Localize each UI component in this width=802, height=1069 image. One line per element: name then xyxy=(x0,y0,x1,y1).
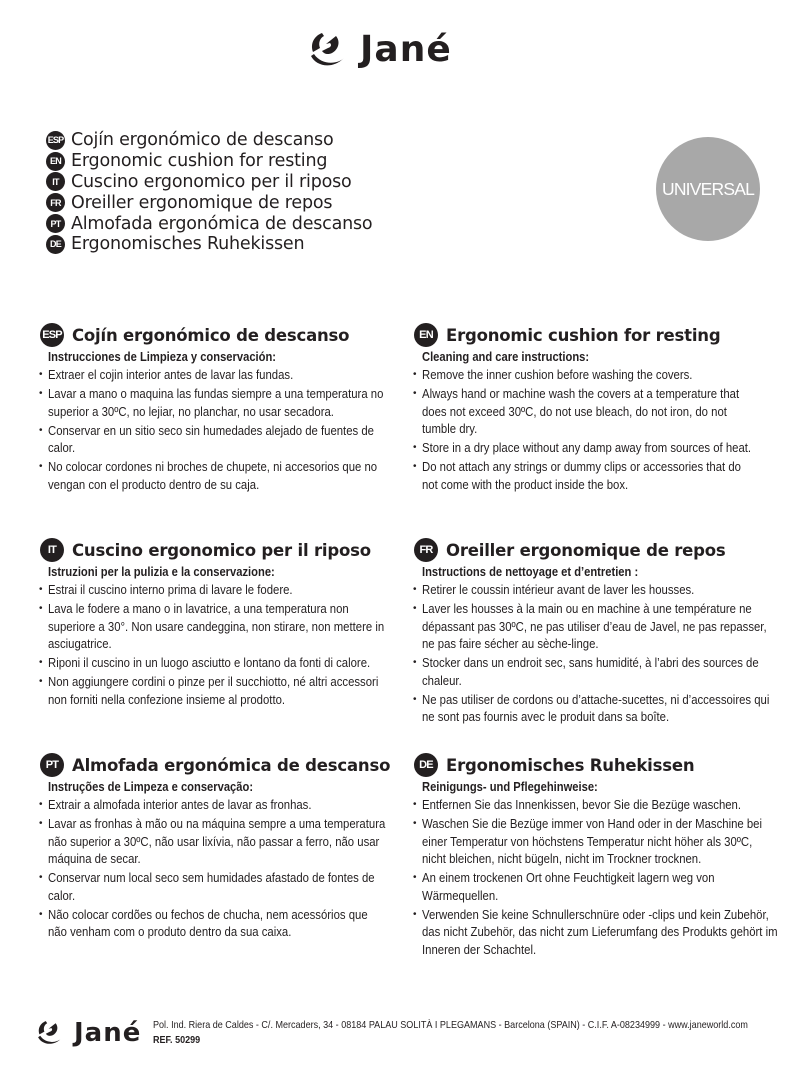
bullet-list xyxy=(414,581,779,726)
footer-ref: REF. 50299 xyxy=(153,1034,201,1046)
brand-logo xyxy=(308,28,494,72)
list-item: • Lava le fodere a mano o in lavatrice, a una temperatura non superiore a 30°. Non usare candeggina, non stirare, non mettere in asciugatrice. xyxy=(40,600,390,653)
lang-badge-de: DE xyxy=(414,753,438,777)
section-subtitle: Instrucciones de Limpieza y conservación: xyxy=(48,349,277,364)
footer-address: Pol. Ind. Riera de Caldes - C/. Mercaders, 34 - 08184 PALAU SOLITÀ I PLEGAMANS - Barcelona (SPAIN) - C.I.F. A-08234999 - www.janeworld.com xyxy=(153,1019,749,1031)
footer-text xyxy=(153,1018,748,1048)
section-it xyxy=(40,537,390,710)
lang-badge-fr: FR xyxy=(414,538,438,562)
section-esp xyxy=(40,322,400,495)
list-item: • Non aggiungere cordini o pinze per il succhiotto, né altri accessori non forniti nella confezione insieme al prodotto. xyxy=(40,673,390,708)
list-item: • Conservar num local seco sem humidades afastado de fontes de calor. xyxy=(40,869,390,904)
bullet-list xyxy=(414,796,779,958)
list-item: • Laver les housses à la main ou en machine à une température ne dépassant pas 30ºC, ne pas utiliser d’eau de Javel, ne pas repasser, ne pas faire sécher au sèche-linge. xyxy=(414,600,779,653)
section-heading: DE Ergonomisches Ruhekissen xyxy=(414,752,779,778)
section-heading: EN Ergonomic cushion for resting xyxy=(414,322,754,348)
section-heading: FR Oreiller ergonomique de repos xyxy=(414,537,779,563)
list-item: • Não colocar cordões ou fechos de chucha, nem acessórios que não venham com o produto dentro da sua caixa. xyxy=(40,906,390,941)
section-de xyxy=(414,752,779,960)
title-pt: PT Almofada ergonómica de descanso xyxy=(46,213,372,234)
list-item: • Always hand or machine wash the covers at a temperature that does not exceed 30ºC, do not use bleach, do not iron, do not tumble dry. xyxy=(414,385,754,438)
product-title-list xyxy=(46,130,372,255)
lang-badge-fr: FR xyxy=(46,193,65,212)
lang-badge-it: IT xyxy=(40,538,64,562)
title-esp: ESP Cojín ergonómico de descanso xyxy=(47,130,334,151)
section-fr xyxy=(414,537,779,727)
lang-badge-esp: ESP xyxy=(40,323,64,347)
lang-badge-pt: PT xyxy=(46,214,65,233)
brand-wordmark: Jané xyxy=(360,29,452,70)
list-item: • Conservar en un sitio seco sin humedades alejado de fuentes de calor. xyxy=(40,422,400,457)
section-heading: ESP Cojín ergonómico de descanso xyxy=(40,322,400,348)
section-subtitle: Cleaning and care instructions: xyxy=(422,349,590,364)
lang-badge-en: EN xyxy=(414,323,438,347)
section-subtitle: Reinigungs- und Pflegehinweise: xyxy=(422,779,598,794)
lang-badge-it: IT xyxy=(46,172,65,191)
list-item: • Store in a dry place without any damp away from sources of heat. xyxy=(414,439,754,457)
title-fr: FR Oreiller ergonomique de repos xyxy=(46,192,372,213)
list-item: • Lavar a mano o maquina las fundas siempre a una temperatura no superior a 30ºC, no lejiar, no planchar, no usar secadora. xyxy=(40,385,400,420)
list-item: • Extraer el cojin interior antes de lavar las fundas. xyxy=(40,366,400,384)
universal-badge: UNIVERSAL xyxy=(656,137,760,241)
bullet-list xyxy=(40,581,390,708)
section-heading: PT Almofada ergonómica de descanso xyxy=(40,752,390,778)
list-item: • Do not attach any strings or dummy clips or accessories that do not come with the product inside the box. xyxy=(414,458,754,493)
list-item: • Extrair a almofada interior antes de lavar as fronhas. xyxy=(40,796,390,814)
list-item: • Verwenden Sie keine Schnullerschnüre oder -clips und kein Zubehör, das nicht Zubehör, das nicht zum Lieferumfang des Produkts gehört im Inneren der Schachtel. xyxy=(414,906,779,959)
brand-wordmark: Jané xyxy=(74,1018,142,1048)
lang-badge-esp: ESP xyxy=(46,131,65,150)
list-item: • An einem trockenen Ort ohne Feuchtigkeit lagern weg von Wärmequellen. xyxy=(414,869,779,904)
list-item: • Remove the inner cushion before washing the covers. xyxy=(414,366,754,384)
title-de: DE Ergonomisches Ruhekissen xyxy=(46,234,372,255)
list-item: • Riponi il cuscino in un luogo asciutto e lontano da fonti di calore. xyxy=(40,654,390,672)
section-subtitle: Instructions de nettoyage et d’entretien : xyxy=(422,564,639,579)
section-heading: IT Cuscino ergonomico per il riposo xyxy=(40,537,390,563)
bullet-list xyxy=(40,796,390,941)
section-en xyxy=(414,322,754,495)
list-item: • Stocker dans un endroit sec, sans humidité, à l’abri des sources de chaleur. xyxy=(414,654,779,689)
list-item: • Waschen Sie die Bezüge immer von Hand oder in der Maschine bei einer Temperatur von höchstens Temperatur nicht höher als 30ºC, nicht bleichen, nicht bügeln, nicht im Trockner trocknen. xyxy=(414,815,779,868)
list-item: • Estrai il cuscino interno prima di lavare le fodere. xyxy=(40,581,390,599)
footer-logo xyxy=(36,1019,141,1047)
lang-badge-pt: PT xyxy=(40,753,64,777)
list-item: • Ne pas utiliser de cordons ou d’attache-sucettes, ni d’accessoires qui ne sont pas fournis avec le produit dans sa boîte. xyxy=(414,691,779,726)
list-item: • No colocar cordones ni broches de chupete, ni accesorios que no vengan con el producto dentro de su caja. xyxy=(40,458,400,493)
list-item: • Lavar as fronhas à mão ou na máquina sempre a uma temperatura não superior a 30ºC, não usar lixívia, não passar a ferro, não usar máquina de secar. xyxy=(40,815,390,868)
jane-swoosh-icon xyxy=(36,1019,64,1047)
section-subtitle: Istruzioni per la pulizia e la conservazione: xyxy=(48,564,275,579)
footer xyxy=(36,1016,776,1050)
bullet-list xyxy=(414,366,754,493)
section-pt xyxy=(40,752,390,942)
lang-badge-de: DE xyxy=(46,235,65,254)
title-en: EN Ergonomic cushion for resting xyxy=(46,151,372,172)
title-it: IT Cuscino ergonomico per il riposo xyxy=(46,172,372,193)
lang-badge-en: EN xyxy=(46,152,65,171)
list-item: • Entfernen Sie das Innenkissen, bevor Sie die Bezüge waschen. xyxy=(414,796,779,814)
bullet-list xyxy=(40,366,400,493)
list-item: • Retirer le coussin intérieur avant de laver les housses. xyxy=(414,581,779,599)
section-subtitle: Instruções de Limpeza e conservação: xyxy=(48,779,254,794)
jane-swoosh-icon xyxy=(308,30,348,70)
